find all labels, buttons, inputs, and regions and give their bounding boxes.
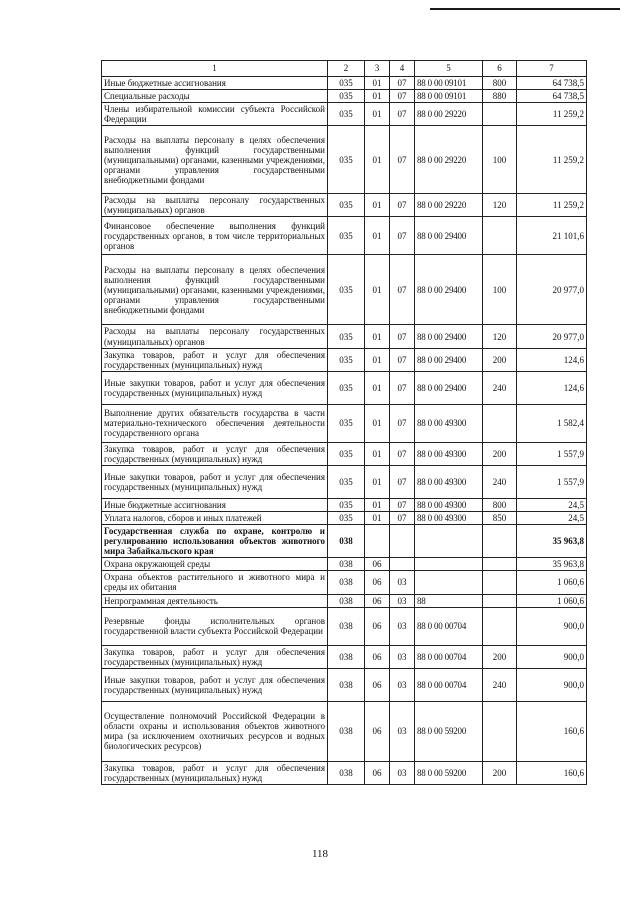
row-csr-code: 88 0 00 00704 <box>415 668 483 701</box>
row-csr-code: 88 0 00 29400 <box>415 371 483 404</box>
row-pr-code: 07 <box>390 371 415 404</box>
row-csr-code: 88 0 00 09101 <box>415 90 483 103</box>
row-pr-code: 07 <box>390 512 415 525</box>
row-csr-code: 88 0 00 09101 <box>415 77 483 90</box>
header-rule <box>430 8 620 10</box>
row-gr-code: 035 <box>328 512 365 525</box>
row-pr-code <box>390 525 415 558</box>
row-pr-code: 07 <box>390 126 415 194</box>
row-amount: 35 963,8 <box>517 525 587 558</box>
row-gr-code: 035 <box>328 217 365 255</box>
row-gr-code: 035 <box>328 194 365 217</box>
row-vr-code <box>483 404 517 442</box>
table-row <box>102 558 587 571</box>
col-header-csr: 5 <box>415 61 483 77</box>
row-amount: 1 557,9 <box>517 465 587 498</box>
row-pr-code: 03 <box>390 668 415 701</box>
row-csr-code: 88 0 00 59200 <box>415 701 483 761</box>
row-csr-code: 88 0 00 29220 <box>415 126 483 194</box>
row-csr-code: 88 0 00 59200 <box>415 761 483 784</box>
row-vr-code <box>483 571 517 594</box>
col-header-vr: 6 <box>483 61 517 77</box>
row-name: Закупка товаров, работ и услуг для обеспечения государственных (муниципальных) нужд <box>102 442 328 465</box>
row-rz-code: 01 <box>365 498 390 511</box>
table-row <box>102 348 587 371</box>
row-name: Расходы на выплаты персоналу государственных (муниципальных) органов <box>102 325 328 348</box>
row-vr-code <box>483 103 517 126</box>
row-name: Расходы на выплаты персоналу государственных (муниципальных) органов <box>102 194 328 217</box>
row-vr-code <box>483 558 517 571</box>
row-name: Члены избирательной комиссии субъекта Российской Федерации <box>102 103 328 126</box>
row-amount: 160,6 <box>517 701 587 761</box>
row-name: Иные закупки товаров, работ и услуг для обеспечения государственных (муниципальных) нужд <box>102 371 328 404</box>
table-row <box>102 194 587 217</box>
row-gr-code: 038 <box>328 594 365 607</box>
row-amount: 11 259,2 <box>517 126 587 194</box>
row-pr-code: 03 <box>390 571 415 594</box>
row-rz-code: 01 <box>365 442 390 465</box>
row-vr-code: 880 <box>483 90 517 103</box>
row-pr-code: 07 <box>390 404 415 442</box>
row-pr-code: 03 <box>390 594 415 607</box>
row-name: Закупка товаров, работ и услуг для обеспечения государственных (муниципальных) нужд <box>102 645 328 668</box>
row-vr-code <box>483 701 517 761</box>
row-csr-code: 88 0 00 00704 <box>415 607 483 645</box>
row-amount: 124,6 <box>517 348 587 371</box>
row-amount: 20 977,0 <box>517 325 587 348</box>
row-csr-code: 88 0 00 49300 <box>415 442 483 465</box>
row-csr-code: 88 0 00 49300 <box>415 404 483 442</box>
row-gr-code: 035 <box>328 90 365 103</box>
row-gr-code: 035 <box>328 103 365 126</box>
table-row <box>102 217 587 255</box>
row-rz-code: 06 <box>365 607 390 645</box>
row-gr-code: 038 <box>328 645 365 668</box>
row-vr-code: 240 <box>483 668 517 701</box>
row-vr-code <box>483 525 517 558</box>
row-name: Иные закупки товаров, работ и услуг для обеспечения государственных (муниципальных) нужд <box>102 668 328 701</box>
row-amount: 20 977,0 <box>517 255 587 325</box>
row-name: Иные закупки товаров, работ и услуг для обеспечения государственных (муниципальных) нужд <box>102 465 328 498</box>
table-row <box>102 255 587 325</box>
table-row <box>102 103 587 126</box>
table-row <box>102 371 587 404</box>
row-csr-code: 88 0 00 29220 <box>415 194 483 217</box>
row-csr-code: 88 0 00 49300 <box>415 498 483 511</box>
row-rz-code: 01 <box>365 325 390 348</box>
row-rz-code: 06 <box>365 668 390 701</box>
row-vr-code <box>483 607 517 645</box>
row-gr-code: 038 <box>328 571 365 594</box>
row-gr-code: 038 <box>328 525 365 558</box>
row-amount: 124,6 <box>517 371 587 404</box>
table-row <box>102 571 587 594</box>
row-vr-code: 200 <box>483 761 517 784</box>
row-vr-code <box>483 594 517 607</box>
row-vr-code: 200 <box>483 348 517 371</box>
row-amount: 1 582,4 <box>517 404 587 442</box>
row-amount: 21 101,6 <box>517 217 587 255</box>
row-gr-code: 035 <box>328 404 365 442</box>
row-vr-code: 120 <box>483 325 517 348</box>
table-row <box>102 465 587 498</box>
row-name: Закупка товаров, работ и услуг для обеспечения государственных (муниципальных) нужд <box>102 761 328 784</box>
row-rz-code: 01 <box>365 126 390 194</box>
row-pr-code: 07 <box>390 498 415 511</box>
row-csr-code: 88 0 00 29400 <box>415 255 483 325</box>
row-pr-code: 07 <box>390 325 415 348</box>
row-amount: 64 738,5 <box>517 77 587 90</box>
row-gr-code: 038 <box>328 668 365 701</box>
table-row <box>102 701 587 761</box>
row-pr-code <box>390 558 415 571</box>
row-gr-code: 035 <box>328 442 365 465</box>
table-row <box>102 404 587 442</box>
row-vr-code: 100 <box>483 126 517 194</box>
row-rz-code: 01 <box>365 77 390 90</box>
row-name: Уплата налогов, сборов и иных платежей <box>102 512 328 525</box>
row-name: Резервные фонды исполнительных органов государственной власти субъекта Российской Федерации <box>102 607 328 645</box>
row-amount: 1 060,6 <box>517 571 587 594</box>
row-pr-code: 03 <box>390 607 415 645</box>
row-vr-code: 240 <box>483 371 517 404</box>
row-csr-code <box>415 571 483 594</box>
row-vr-code: 200 <box>483 442 517 465</box>
row-rz-code: 01 <box>365 103 390 126</box>
row-pr-code: 07 <box>390 465 415 498</box>
table-row <box>102 126 587 194</box>
row-gr-code: 035 <box>328 255 365 325</box>
row-csr-code: 88 0 00 49300 <box>415 465 483 498</box>
row-amount: 900,0 <box>517 607 587 645</box>
row-vr-code: 800 <box>483 77 517 90</box>
row-vr-code: 240 <box>483 465 517 498</box>
row-name: Специальные расходы <box>102 90 328 103</box>
row-amount: 24,5 <box>517 498 587 511</box>
row-pr-code: 07 <box>390 90 415 103</box>
row-amount: 900,0 <box>517 668 587 701</box>
row-vr-code: 200 <box>483 645 517 668</box>
row-rz-code: 01 <box>365 404 390 442</box>
row-amount: 35 963,8 <box>517 558 587 571</box>
row-rz-code: 06 <box>365 645 390 668</box>
table-row <box>102 668 587 701</box>
row-name: Охрана окружающей среды <box>102 558 328 571</box>
col-header-name: 1 <box>102 61 328 77</box>
col-header-gr: 2 <box>328 61 365 77</box>
table-row <box>102 525 587 558</box>
row-name: Выполнение других обязательств государства в части материально-технического обеспечения деятельности государственного органа <box>102 404 328 442</box>
page-number: 118 <box>311 848 329 860</box>
row-gr-code: 038 <box>328 761 365 784</box>
row-csr-code: 88 0 00 29220 <box>415 103 483 126</box>
row-name: Финансовое обеспечение выполнения функций государственных органов, в том числе территориальных органов <box>102 217 328 255</box>
row-rz-code: 06 <box>365 571 390 594</box>
row-name: Иные бюджетные ассигнования <box>102 498 328 511</box>
row-gr-code: 035 <box>328 77 365 90</box>
row-pr-code: 03 <box>390 645 415 668</box>
row-csr-code: 88 0 00 49300 <box>415 512 483 525</box>
row-csr-code: 88 0 00 29400 <box>415 348 483 371</box>
row-rz-code: 01 <box>365 371 390 404</box>
table-header-row <box>102 61 587 77</box>
row-gr-code: 035 <box>328 371 365 404</box>
row-rz-code: 01 <box>365 348 390 371</box>
row-rz-code: 01 <box>365 255 390 325</box>
row-pr-code: 07 <box>390 217 415 255</box>
row-name: Расходы на выплаты персоналу в целях обеспечения выполнения функций государственными (муниципальными) органами, казенными учреждениями, органами управления государственными внебюджетными фондами <box>102 255 328 325</box>
col-header-amount: 7 <box>517 61 587 77</box>
row-name: Охрана объектов растительного и животного мира и среды их обитания <box>102 571 328 594</box>
budget-table <box>101 60 587 785</box>
table-row <box>102 498 587 511</box>
row-gr-code: 038 <box>328 701 365 761</box>
row-pr-code: 07 <box>390 442 415 465</box>
row-amount: 1 060,6 <box>517 594 587 607</box>
row-csr-code: 88 0 00 00704 <box>415 645 483 668</box>
row-rz-code: 06 <box>365 558 390 571</box>
row-gr-code: 035 <box>328 498 365 511</box>
row-amount: 64 738,5 <box>517 90 587 103</box>
row-amount: 900,0 <box>517 645 587 668</box>
row-name: Государственная служба по охране, контролю и регулированию использования объектов животного мира Забайкальского края <box>102 525 328 558</box>
row-amount: 11 259,2 <box>517 103 587 126</box>
row-rz-code <box>365 525 390 558</box>
row-pr-code: 07 <box>390 103 415 126</box>
table-row <box>102 607 587 645</box>
row-gr-code: 038 <box>328 558 365 571</box>
table-row <box>102 90 587 103</box>
row-name: Расходы на выплаты персоналу в целях обеспечения выполнения функций государственными (муниципальными) органами, казенными учреждениями, органами управления государственными внебюджетными фондами <box>102 126 328 194</box>
table-row <box>102 512 587 525</box>
table-row <box>102 645 587 668</box>
row-rz-code: 01 <box>365 217 390 255</box>
row-pr-code: 07 <box>390 255 415 325</box>
table-row <box>102 442 587 465</box>
row-rz-code: 01 <box>365 90 390 103</box>
row-name: Непрограммная деятельность <box>102 594 328 607</box>
row-gr-code: 035 <box>328 325 365 348</box>
row-name: Иные бюджетные ассигнования <box>102 77 328 90</box>
table-row <box>102 761 587 784</box>
row-rz-code: 06 <box>365 761 390 784</box>
row-vr-code <box>483 217 517 255</box>
row-pr-code: 07 <box>390 194 415 217</box>
row-rz-code: 06 <box>365 594 390 607</box>
row-rz-code: 01 <box>365 194 390 217</box>
row-csr-code <box>415 525 483 558</box>
row-vr-code: 800 <box>483 498 517 511</box>
row-vr-code: 120 <box>483 194 517 217</box>
table-row <box>102 77 587 90</box>
row-amount: 1 557,9 <box>517 442 587 465</box>
row-csr-code: 88 <box>415 594 483 607</box>
col-header-rz: 3 <box>365 61 390 77</box>
row-csr-code: 88 0 00 29400 <box>415 325 483 348</box>
row-pr-code: 07 <box>390 348 415 371</box>
row-vr-code: 850 <box>483 512 517 525</box>
row-vr-code: 100 <box>483 255 517 325</box>
row-gr-code: 035 <box>328 348 365 371</box>
row-csr-code <box>415 558 483 571</box>
row-gr-code: 038 <box>328 607 365 645</box>
row-rz-code: 01 <box>365 512 390 525</box>
row-csr-code: 88 0 00 29400 <box>415 217 483 255</box>
table-row <box>102 594 587 607</box>
row-gr-code: 035 <box>328 465 365 498</box>
row-name: Закупка товаров, работ и услуг для обеспечения государственных (муниципальных) нужд <box>102 348 328 371</box>
row-amount: 24,5 <box>517 512 587 525</box>
row-pr-code: 03 <box>390 701 415 761</box>
row-amount: 160,6 <box>517 761 587 784</box>
table-body <box>102 77 587 785</box>
row-amount: 11 259,2 <box>517 194 587 217</box>
row-pr-code: 03 <box>390 761 415 784</box>
row-name: Осуществление полномочий Российской Федерации в области охраны и использования объектов животного мира (за исключением охотничьих ресурсов и водных биологических ресурсов) <box>102 701 328 761</box>
row-pr-code: 07 <box>390 77 415 90</box>
col-header-pr: 4 <box>390 61 415 77</box>
row-rz-code: 01 <box>365 465 390 498</box>
row-gr-code: 035 <box>328 126 365 194</box>
row-rz-code: 06 <box>365 701 390 761</box>
table-row <box>102 325 587 348</box>
